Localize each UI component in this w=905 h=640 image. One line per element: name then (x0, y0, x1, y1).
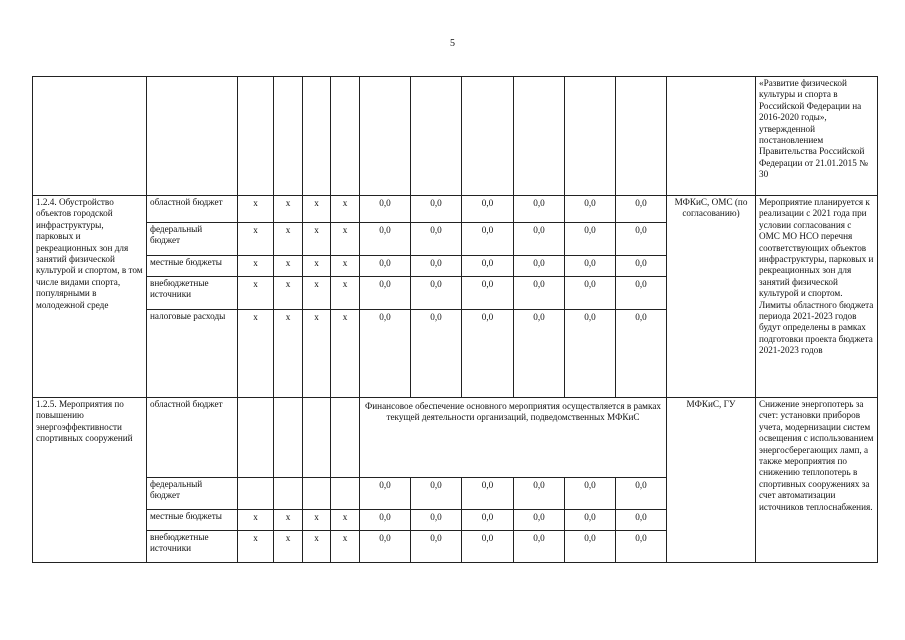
mark-cell: x (331, 277, 360, 310)
mark-cell: x (274, 223, 303, 256)
mark-cell: x (331, 310, 360, 398)
value-cell: 0,0 (360, 310, 411, 398)
value-cell: 0,0 (616, 310, 667, 398)
value-cell: 0,0 (411, 531, 462, 563)
note-cell: «Развитие физической культуры и спорта в Российской Федерации на 2016-2020 годы», утвержденной постановлением Правительства Российской Федерации от 21.01.2015 № 30 (756, 77, 878, 196)
value-cell: 0,0 (462, 310, 514, 398)
value-cell: 0,0 (514, 256, 565, 277)
value-cell: 0,0 (360, 478, 411, 510)
note-cell: Снижение энергопотерь за счет: установки приборов учета, модернизации систем освещения с использованием энергосберегающих ламп, а также мероприятия по снижению теплопотерь в спортивных сооружениях за счет автоматизации источников теплоснабжения. (756, 398, 878, 563)
mark-cell: x (238, 531, 274, 563)
page-number: 5 (450, 38, 455, 49)
value-cell: 0,0 (411, 196, 462, 223)
value-cell: 0,0 (360, 196, 411, 223)
mark-cell: x (238, 223, 274, 256)
value-cell: 0,0 (360, 223, 411, 256)
value-cell: 0,0 (462, 277, 514, 310)
mark-cell: x (331, 256, 360, 277)
funding-source: местные бюджеты (147, 256, 238, 277)
measure-name: 1.2.5. Мероприятия по повышению энергоэффективности спортивных сооружений (33, 398, 147, 563)
value-cell: 0,0 (514, 531, 565, 563)
mark-cell: x (238, 277, 274, 310)
value-cell: 0,0 (411, 256, 462, 277)
value-cell: 0,0 (514, 223, 565, 256)
funding-source: налоговые расходы (147, 310, 238, 398)
mark-cell: x (331, 223, 360, 256)
mark-cell: x (274, 256, 303, 277)
measure-name: 1.2.4. Обустройство объектов городской инфраструктуры, парковых и рекреационных зон для занятий физической культурой и спортом, в том числе видами спорта, популярными в молодежной среде (33, 196, 147, 398)
funding-source: внебюджетные источники (147, 531, 238, 563)
executor-cell: МФКиС, ГУ (667, 398, 756, 563)
value-cell: 0,0 (565, 478, 616, 510)
funding-source: федеральный бюджет (147, 223, 238, 256)
value-cell: 0,0 (462, 531, 514, 563)
mark-cell: x (331, 510, 360, 531)
mark-cell: x (238, 196, 274, 223)
value-cell: 0,0 (616, 196, 667, 223)
funding-source: федеральный бюджет (147, 478, 238, 510)
mark-cell: x (274, 310, 303, 398)
funding-source: областной бюджет (147, 398, 238, 478)
value-cell: 0,0 (411, 223, 462, 256)
value-cell: 0,0 (565, 310, 616, 398)
value-cell: 0,0 (360, 277, 411, 310)
value-cell: 0,0 (411, 478, 462, 510)
value-cell: 0,0 (462, 510, 514, 531)
table-row (33, 196, 878, 223)
mark-cell: x (303, 531, 331, 563)
value-cell: 0,0 (565, 277, 616, 310)
program-table (32, 76, 878, 563)
mark-cell: x (274, 277, 303, 310)
value-cell: 0,0 (514, 478, 565, 510)
financing-note: Финансовое обеспечение основного мероприятия осуществляется в рамках текущей деятельности организаций, подведомственных МФКиС (360, 398, 667, 478)
mark-cell: x (303, 196, 331, 223)
value-cell: 0,0 (411, 510, 462, 531)
mark-cell: x (331, 531, 360, 563)
value-cell: 0,0 (411, 310, 462, 398)
value-cell: 0,0 (514, 310, 565, 398)
value-cell: 0,0 (360, 531, 411, 563)
value-cell: 0,0 (360, 510, 411, 531)
mark-cell: x (274, 510, 303, 531)
funding-source: местные бюджеты (147, 510, 238, 531)
mark-cell: x (238, 510, 274, 531)
value-cell: 0,0 (514, 277, 565, 310)
value-cell: 0,0 (565, 196, 616, 223)
mark-cell: x (303, 510, 331, 531)
mark-cell: x (303, 223, 331, 256)
value-cell: 0,0 (565, 531, 616, 563)
mark-cell: x (274, 196, 303, 223)
value-cell: 0,0 (360, 256, 411, 277)
mark-cell: x (331, 196, 360, 223)
table-row (33, 398, 878, 478)
table-row (33, 77, 878, 196)
note-cell: Мероприятие планируется к реализации с 2021 года при условии согласования с ОМС МО НСО перечня соответствующих объектов инфраструктуры, парковых и рекреационных зон для занятий физической культурой и спортом. Лимиты областного бюджета периода 2021-2023 годов будут определены в рамках подготовки проекта бюджета 2021-2023 годов (756, 196, 878, 398)
value-cell: 0,0 (462, 478, 514, 510)
mark-cell: x (274, 531, 303, 563)
value-cell: 0,0 (411, 277, 462, 310)
executor-cell: МФКиС, ОМС (по согласованию) (667, 196, 756, 398)
mark-cell: x (238, 310, 274, 398)
mark-cell: x (303, 256, 331, 277)
value-cell: 0,0 (616, 277, 667, 310)
mark-cell: x (303, 277, 331, 310)
value-cell: 0,0 (462, 196, 514, 223)
value-cell: 0,0 (514, 510, 565, 531)
value-cell: 0,0 (616, 510, 667, 531)
value-cell: 0,0 (565, 223, 616, 256)
value-cell: 0,0 (616, 478, 667, 510)
value-cell: 0,0 (565, 256, 616, 277)
value-cell: 0,0 (462, 256, 514, 277)
mark-cell: x (303, 310, 331, 398)
mark-cell: x (238, 256, 274, 277)
value-cell: 0,0 (462, 223, 514, 256)
funding-source: областной бюджет (147, 196, 238, 223)
value-cell: 0,0 (616, 531, 667, 563)
value-cell: 0,0 (616, 223, 667, 256)
value-cell: 0,0 (565, 510, 616, 531)
funding-source: внебюджетные источники (147, 277, 238, 310)
value-cell: 0,0 (514, 196, 565, 223)
value-cell: 0,0 (616, 256, 667, 277)
